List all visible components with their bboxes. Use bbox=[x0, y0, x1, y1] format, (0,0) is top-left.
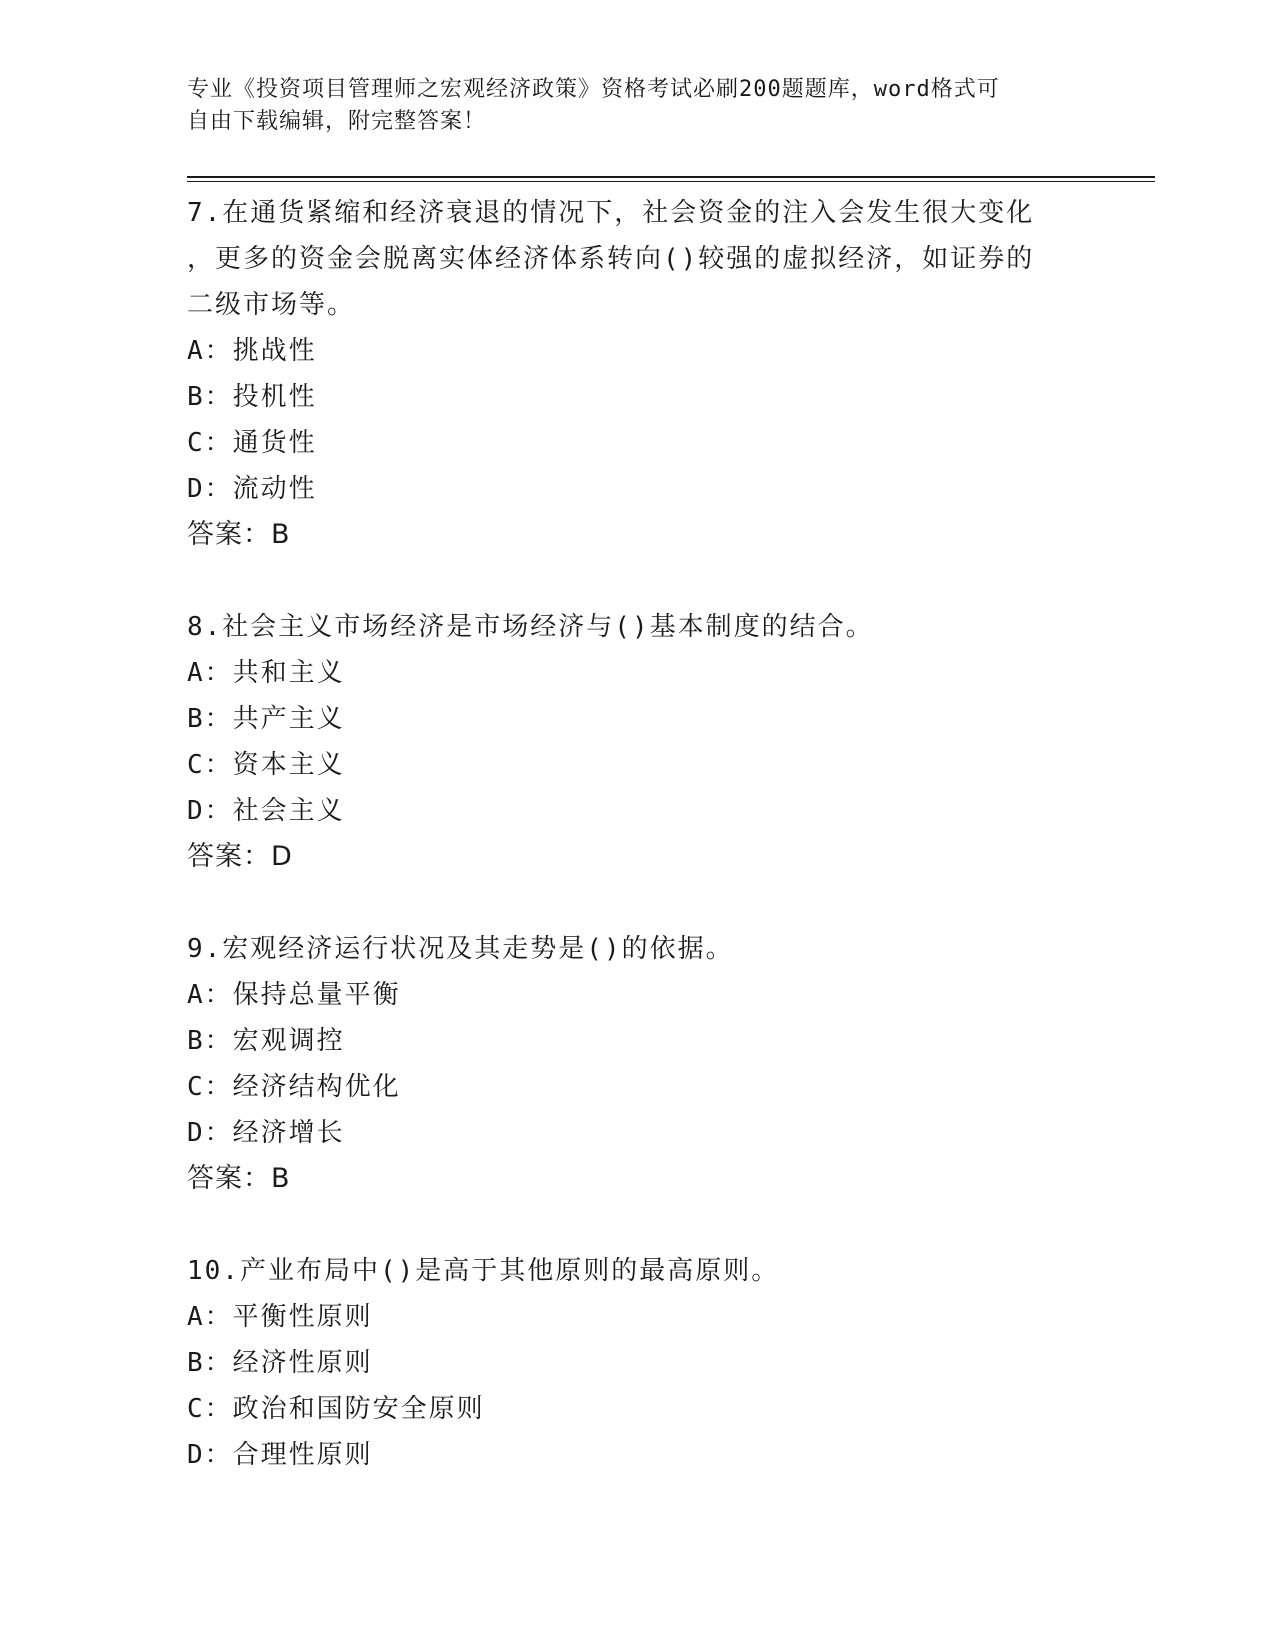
answer-line: 答案：D bbox=[187, 841, 293, 872]
header-line-2: 自由下载编辑，附完整答案！ bbox=[187, 109, 487, 134]
header-divider-thin bbox=[187, 181, 1155, 182]
option-d: D：合理性原则 bbox=[187, 1440, 373, 1470]
option-c: C：经济结构优化 bbox=[187, 1072, 401, 1102]
option-c: C：资本主义 bbox=[187, 750, 345, 780]
question-stem-line: 8.社会主义市场经济是市场经济与()基本制度的结合。 bbox=[187, 612, 874, 642]
question-7 bbox=[187, 190, 1067, 558]
option-c: C：通货性 bbox=[187, 428, 317, 458]
answer-line: 答案：B bbox=[187, 1163, 291, 1194]
option-c: C：政治和国防安全原则 bbox=[187, 1394, 485, 1424]
question-10 bbox=[187, 1248, 1067, 1478]
question-stem-line: 二级市场等。 bbox=[187, 290, 356, 320]
question-list bbox=[187, 190, 1067, 1478]
question-stem-line: 9.宏观经济运行状况及其走势是()的依据。 bbox=[187, 934, 734, 964]
option-d: D：社会主义 bbox=[187, 796, 345, 826]
option-a: A：共和主义 bbox=[187, 658, 345, 688]
option-b: B：经济性原则 bbox=[187, 1348, 373, 1378]
option-b: B：共产主义 bbox=[187, 704, 345, 734]
question-stem-line: 10.产业布局中()是高于其他原则的最高原则。 bbox=[187, 1256, 780, 1286]
header-line-1: 专业《投资项目管理师之宏观经济政策》资格考试必刷200题题库，word格式可 bbox=[187, 77, 1000, 102]
question-stem-line: ，更多的资金会脱离实体经济体系转向()较强的虚拟经济，如证券的 bbox=[187, 244, 1035, 274]
option-a: A：平衡性原则 bbox=[187, 1302, 373, 1332]
question-stem-line: 7.在通货紧缩和经济衰退的情况下，社会资金的注入会发生很大变化 bbox=[187, 198, 1035, 228]
header-divider-thick bbox=[187, 176, 1155, 178]
option-a: A：保持总量平衡 bbox=[187, 980, 401, 1010]
question-8 bbox=[187, 604, 1067, 880]
document-header bbox=[187, 74, 1067, 138]
option-b: B：宏观调控 bbox=[187, 1026, 345, 1056]
option-a: A：挑战性 bbox=[187, 336, 317, 366]
question-9 bbox=[187, 926, 1067, 1202]
option-d: D：经济增长 bbox=[187, 1118, 345, 1148]
answer-line: 答案：B bbox=[187, 519, 291, 550]
option-b: B：投机性 bbox=[187, 382, 317, 412]
option-d: D：流动性 bbox=[187, 474, 317, 504]
